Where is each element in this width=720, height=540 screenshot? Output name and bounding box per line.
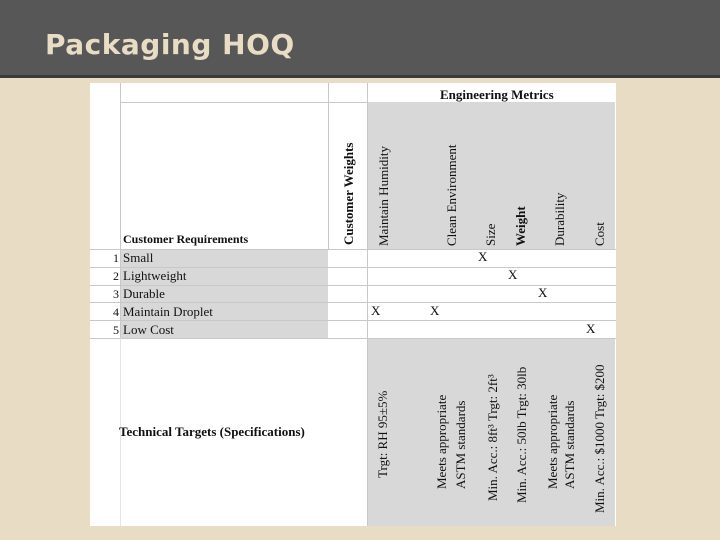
- relationship-mark: X: [586, 321, 596, 336]
- target-cost: Min. Acc.: $1000 Trgt: $200: [592, 364, 607, 513]
- grid-line: [90, 338, 616, 339]
- metric-weight: Weight: [513, 206, 528, 246]
- metric-clean-environment: Clean Environment: [444, 144, 459, 246]
- technical-targets-header: Technical Targets (Specifications): [119, 424, 305, 439]
- slide-title: Packaging HOQ: [45, 28, 295, 61]
- target-humidity: Trgt: RH 95±5%: [375, 390, 390, 478]
- relationship-mark: X: [478, 249, 488, 264]
- requirement-number: 2: [113, 269, 119, 283]
- title-underline: [0, 75, 720, 78]
- metric-size: Size: [483, 223, 498, 246]
- grid-line: [90, 302, 616, 303]
- metric-durability: Durability: [552, 192, 567, 246]
- grid-line: [90, 320, 616, 321]
- relationship-mark: X: [538, 285, 548, 300]
- requirement-label: Maintain Droplet: [123, 304, 213, 319]
- requirement-number: 1: [113, 251, 119, 265]
- requirement-label: Lightweight: [123, 268, 187, 283]
- requirement-number: 4: [113, 305, 119, 319]
- target-size: Min. Acc.: 8ft³ Trgt: 2ft³: [485, 374, 500, 501]
- grid-line: [367, 83, 368, 526]
- requirement-label: Low Cost: [123, 322, 174, 337]
- target-clean-line1: Meets appropriate: [434, 394, 449, 489]
- grid-line: [328, 83, 329, 249]
- grid-line: [120, 83, 121, 338]
- title-bar: [0, 0, 720, 75]
- requirement-number: 5: [113, 323, 119, 337]
- requirement-label: Durable: [123, 286, 165, 301]
- requirement-number: 3: [113, 287, 119, 301]
- metric-cost: Cost: [592, 222, 607, 246]
- hoq-sheet: [90, 83, 616, 526]
- target-durability-line1: Meets appropriate: [545, 394, 560, 489]
- customer-weights-header: Customer Weights: [341, 142, 356, 245]
- relationship-mark: X: [508, 267, 518, 282]
- target-durability-line2: ASTM standards: [562, 400, 577, 489]
- relationship-mark: X: [430, 303, 440, 318]
- relationship-mark: X: [371, 303, 381, 318]
- customer-requirements-header: Customer Requirements: [123, 232, 249, 246]
- grid-line: [120, 102, 367, 103]
- target-weight: Min. Acc.: 50lb Trgt: 30lb: [514, 366, 529, 503]
- grid-line: [90, 249, 616, 250]
- engineering-metrics-header: Engineering Metrics: [440, 87, 554, 102]
- metric-maintain-humidity: Maintain Humidity: [376, 145, 391, 246]
- target-clean-line2: ASTM standards: [453, 400, 468, 489]
- requirement-label: Small: [123, 250, 154, 265]
